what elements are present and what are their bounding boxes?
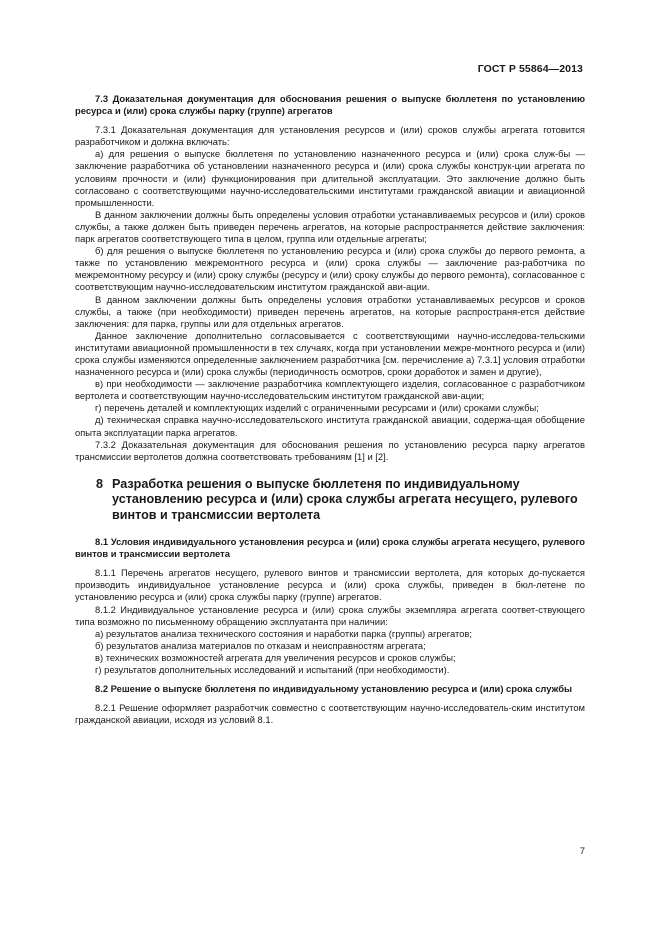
paragraph: 7.3.1 Доказательная документация для установления ресурсов и (или) сроков службы агрегата готовится разработчиком и должна включать:: [75, 124, 585, 148]
paragraph: г) перечень деталей и комплектующих изделий с ограниченными ресурсами и (или) сроками службы;: [95, 402, 539, 414]
paragraph: 8.1.1 Перечень агрегатов несущего, рулевого винтов и трансмиссии вертолета, для которых до-пускается производить индивидуальное установление ресурса и (или) срока службы, приведен в бюл-летене по установлению ресурса и (или) срока службы парку (группе) агрегатов.: [75, 567, 585, 603]
section-8-2-heading: 8.2 Решение о выпуске бюллетеня по индивидуальному установлению ресурса и (или) срока службы: [95, 683, 573, 695]
list-item: б) результатов анализа материалов по отказам и неисправностям агрегата;: [95, 639, 426, 651]
section-8-title: Разработка решения о выпуске бюллетеня по индивидуальному установлению ресурса и (или) срока службы агрегата несущего, рулевого винтов и трансмиссии вертолета: [112, 476, 578, 522]
spacer: [75, 676, 585, 682]
paragraph: 8.1.2 Индивидуальное установление ресурса и (или) срока службы экземпляра агрегата соответ-ствующего типа возможно по письменному обращению эксплуатанта при наличии:: [75, 603, 585, 627]
paragraph: В данном заключении должны быть определены условия отработки устанавливаемых ресурсов и (или) сроков службы, а также должен быть приведен перечень агрегатов, на которые распространяется действие заключения: парк агрегатов соответствующего типа в целом, группа или отдельные агрегаты;: [75, 208, 585, 245]
paragraph: Данное заключение дополнительно согласовывается с соответствующими научно-исследова-тельскими институтами авиационной промышленности в тех случаях, когда при установлении межре-монтного ресурса и (или) срока службы изменяются определенные заключением разработчика [см. перечисление а) 7.3.1] условия отработки назначенного ресурса и (или) срока службы (периодичность осмотров, сроки доработок и замен и другие),: [75, 329, 585, 378]
list-item: г) результатов дополнительных исследований и испытаний (при необходимости).: [95, 663, 450, 675]
paragraph: 8.2.1 Решение оформляет разработчик совместно с соответствующим научно-исследователь-ским институтом гражданской авиации, исходя из условий 8.1.: [75, 702, 585, 726]
paragraph: В данном заключении должны быть определены условия отработки устанавливаемых ресурсов и сроков службы, а также (при необходимости) приведен перечень агрегатов, на которые распространя-ется действие заключения: для парка, группы или для отдельных агрегатов.: [75, 293, 585, 329]
document-code: ГОСТ Р 55864—2013: [477, 63, 583, 75]
section-8-number: 8: [96, 476, 104, 491]
section-8-heading: [75, 477, 585, 523]
paragraph: а) для решения о выпуске бюллетеня по установлению назначенного ресурса и (или) срока служ-бы — заключение разработчика об установлении назначенного ресурса и (или) срока службы конструк-ции агрегата по условиям прочности и (или) функционирования при длительной эксплуатации. Это заключение должно быть согласовано с соответствующими научно-исследовательскими институтами гражданской авиации и авиационной промышленности.: [75, 148, 585, 208]
paragraph: д) техническая справка научно-исследовательского института гражданской авиации, содержа-щая обобщение опыта эксплуатации парка агрегатов.: [75, 414, 585, 438]
paragraph: 7.3.2 Доказательная документация для обоснования решения по установлению ресурса парку агрегатов трансмиссии вертолетов должна соответствовать требованиям [1] и [2].: [75, 438, 585, 462]
page-content: [75, 92, 585, 726]
paragraph: в) при необходимости — заключение разработчика комплектующего изделия, согласованное с разработчиком вертолета и соответствующим научно-исследовательским институтом гражданской ави-ации;: [75, 378, 585, 402]
paragraph: б) для решения о выпуске бюллетеня по установлению ресурса и (или) срока службы до первого ремонта, а также по установлению межремонтного ресурса и (или) срока службы — заключение раз-работчика по межремонтному ресурсу и (или) сроку службы (ресурсу и (или) сроку службы до первого ремонта), согласованное с соответствующим научно-исследовательским институтом гражданской ави-ации.: [75, 245, 585, 293]
list-item: в) технических возможностей агрегата для увеличения ресурсов и сроков службы;: [95, 651, 456, 663]
list-item: а) результатов анализа технического состояния и наработки парка (группы) агрегатов;: [95, 627, 473, 639]
section-7-3-heading: 7.3 Доказательная документация для обоснования решения о выпуске бюллетеня по установлению ресурса и (или) срока службы парку (группе) агрегатов: [75, 93, 585, 117]
page-number: 7: [579, 846, 585, 857]
section-8-1-heading: 8.1 Условия индивидуального установления ресурса и (или) срока службы агрегата несущего, рулевого винтов и трансмиссии вертолета: [75, 536, 585, 560]
